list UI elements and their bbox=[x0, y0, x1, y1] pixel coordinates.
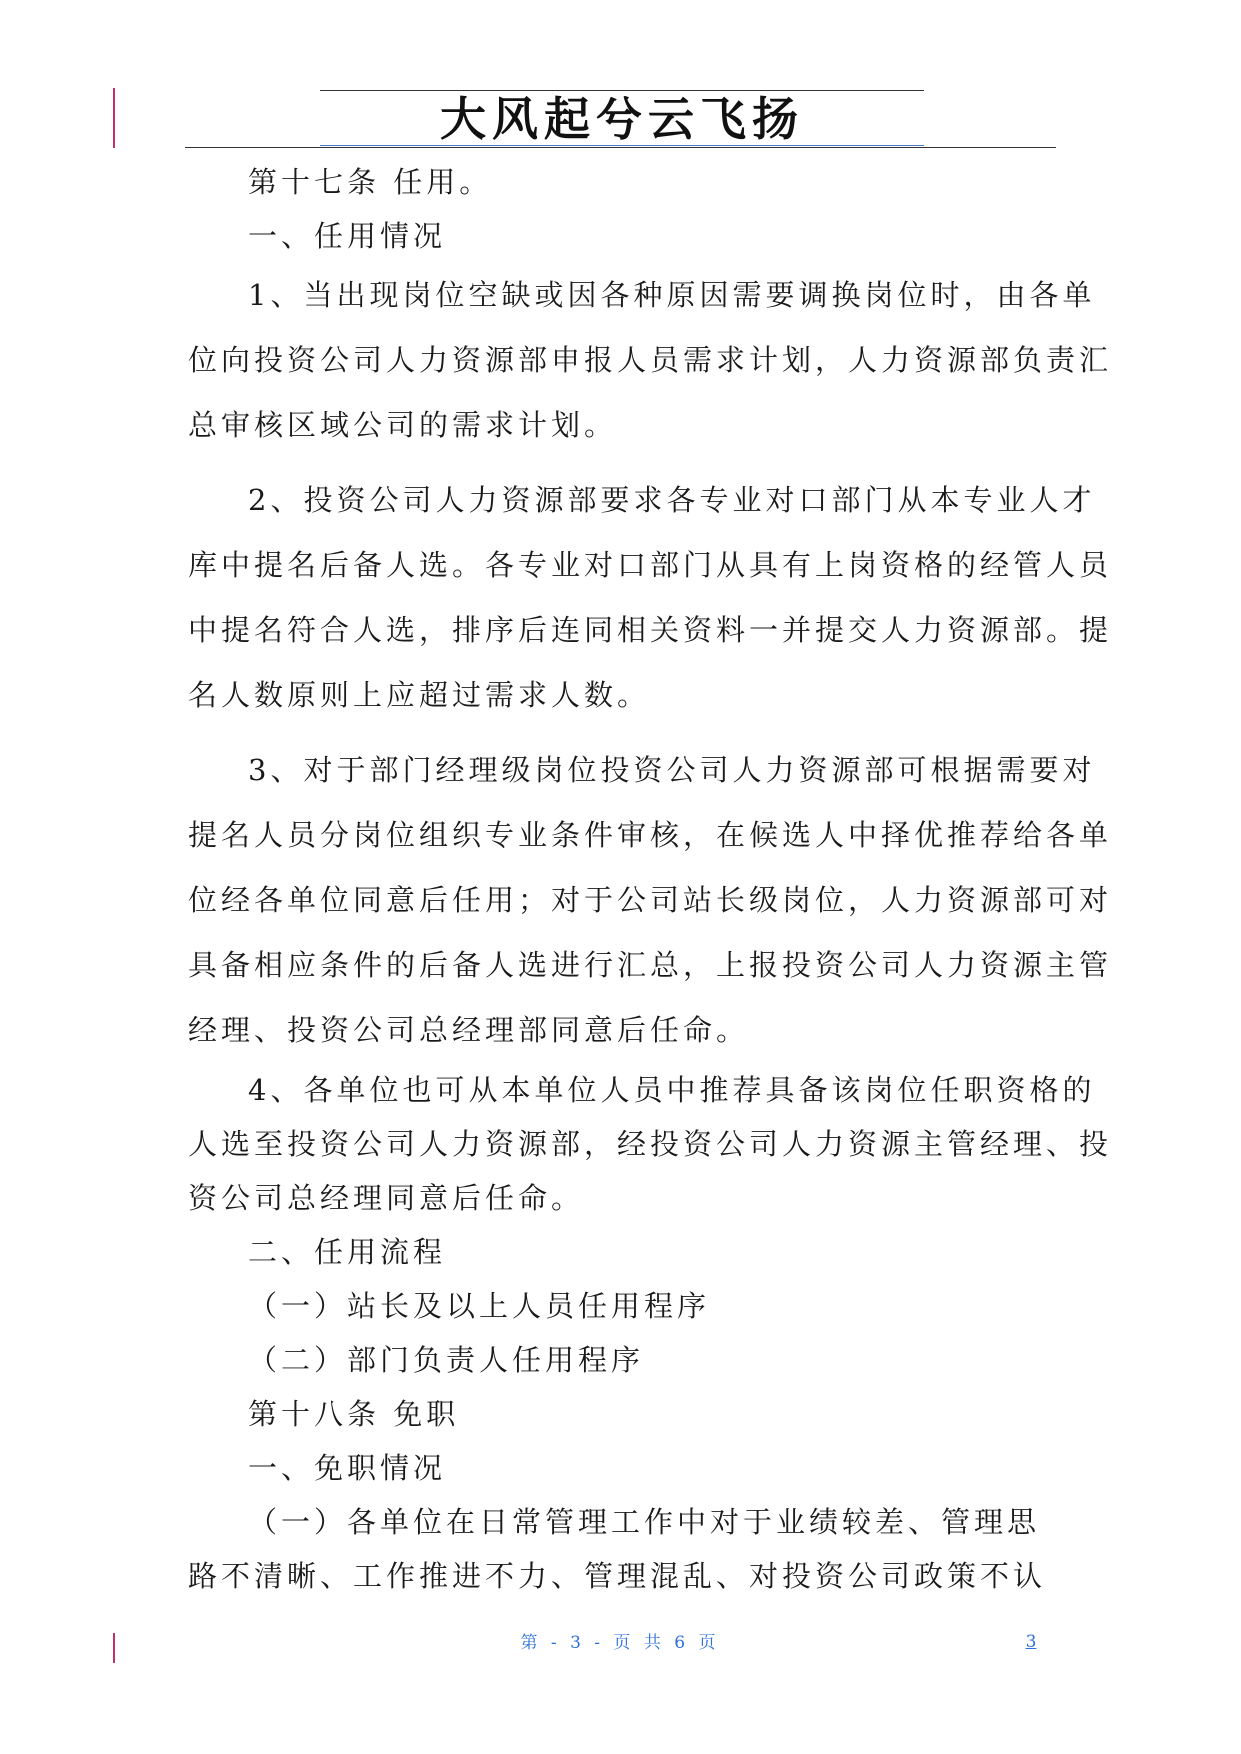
paragraph-line: 3、对于部门经理级岗位投资公司人力资源部可根据需要对 bbox=[248, 753, 1096, 787]
paragraph-1 bbox=[188, 263, 1113, 458]
header-rule-accent bbox=[320, 145, 924, 146]
paragraph-line: 2、投资公司人力资源部要求各专业对口部门从本专业人才 bbox=[248, 483, 1096, 517]
paragraph-3 bbox=[188, 738, 1113, 1063]
header-rule-bottom bbox=[185, 147, 1056, 148]
header-rule-top bbox=[320, 90, 924, 91]
paragraph-line: 经理、投资公司总经理部同意后任命。 bbox=[188, 1013, 750, 1047]
subsection-heading: （二）部门负责人任用程序 bbox=[248, 1343, 645, 1377]
section-heading: 二、任用流程 bbox=[248, 1235, 447, 1269]
page-header-title: 大风起兮云飞扬 bbox=[440, 92, 804, 146]
paragraph-line: 位向投资公司人力资源部申报人员需求计划，人力资源部负责汇 bbox=[188, 343, 1113, 377]
section-heading: 一、任用情况 bbox=[248, 219, 447, 253]
paragraph-line: 具备相应条件的后备人选进行汇总，上报投资公司人力资源主管 bbox=[188, 948, 1113, 982]
article-heading: 第十八条 免职 bbox=[248, 1397, 460, 1431]
paragraph-5 bbox=[188, 1495, 1054, 1603]
page-footer bbox=[0, 1626, 1241, 1662]
page-count-label: 第 - 3 - 页 共 6 页 bbox=[520, 1633, 720, 1653]
paragraph-line: 总审核区域公司的需求计划。 bbox=[188, 408, 618, 442]
paragraph-line: 资公司总经理同意后任命。 bbox=[188, 1181, 585, 1215]
document-body bbox=[188, 155, 1113, 1603]
paragraph-line: 4、各单位也可从本单位人员中推荐具备该岗位任职资格的 bbox=[248, 1073, 1096, 1107]
article-heading: 第十七条 任用。 bbox=[248, 165, 493, 199]
paragraph-line: 1、当出现岗位空缺或因各种原因需要调换岗位时，由各单 bbox=[248, 278, 1096, 312]
subsection-heading: （一）站长及以上人员任用程序 bbox=[248, 1289, 711, 1323]
paragraph-line: 位经各单位同意后任用；对于公司站长级岗位，人力资源部可对 bbox=[188, 883, 1113, 917]
paragraph-line: 人选至投资公司人力资源部，经投资公司人力资源主管经理、投 bbox=[188, 1127, 1113, 1161]
paragraph-line: 名人数原则上应超过需求人数。 bbox=[188, 678, 651, 712]
paragraph-2 bbox=[188, 468, 1113, 728]
paragraph-line: 提名人员分岗位组织专业条件审核，在候选人中择优推荐给各单 bbox=[188, 818, 1113, 852]
page-number: 3 bbox=[1025, 1632, 1037, 1652]
paragraph-line: 库中提名后备人选。各专业对口部门从具有上岗资格的经管人员 bbox=[188, 548, 1113, 582]
section-heading: 一、免职情况 bbox=[248, 1451, 447, 1485]
paragraph-line: 路不清晰、工作推进不力、管理混乱、对投资公司政策不认 bbox=[188, 1559, 1047, 1593]
crop-mark-top bbox=[113, 88, 115, 148]
paragraph-4 bbox=[188, 1063, 1113, 1225]
paragraph-line: （一）各单位在日常管理工作中对于业绩较差、管理思 bbox=[248, 1505, 1041, 1539]
paragraph-line: 中提名符合人选，排序后连同相关资料一并提交人力资源部。提 bbox=[188, 613, 1113, 647]
